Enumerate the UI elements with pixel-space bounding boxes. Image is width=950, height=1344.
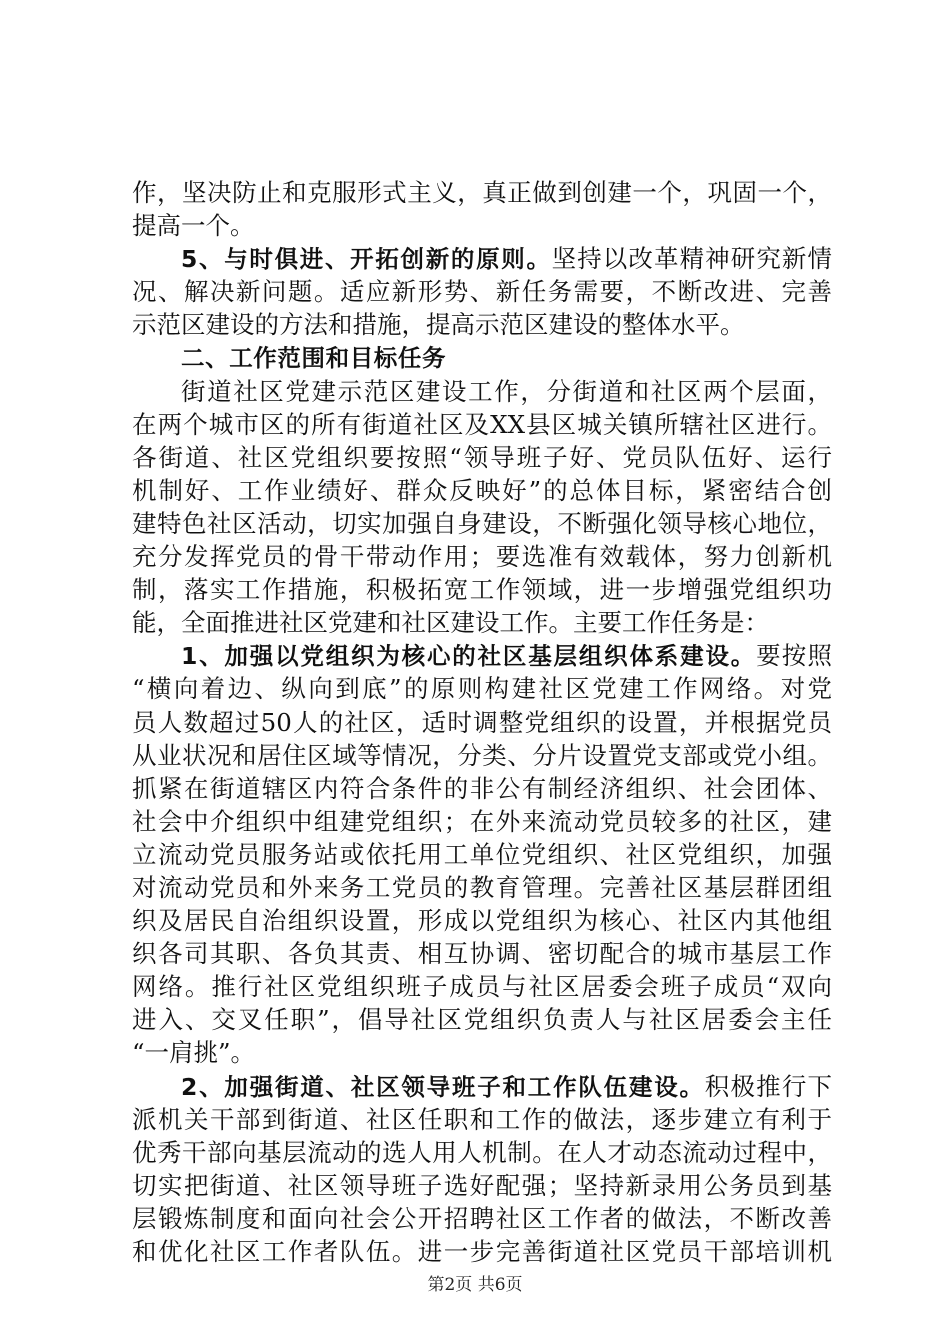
text-line (132, 1136, 832, 1169)
text-line (132, 904, 832, 937)
document-body (132, 176, 832, 1268)
text-line (132, 606, 832, 639)
line-text: 积极推行下 (704, 1071, 833, 1101)
bold-heading: 1、加强以党组织为核心的社区基层组织体系建设。 (181, 642, 757, 671)
line-text: 对流动党员和外来务工党员的教育管理。完善社区基层群团组 (132, 872, 832, 902)
text-line (132, 937, 832, 970)
bold-heading: 二、工作范围和目标任务 (181, 344, 447, 373)
line-text: 充分发挥党员的骨干带动作用；要选准有效载体，努力创新机 (132, 542, 832, 572)
text-line (132, 441, 832, 474)
text-line (132, 308, 832, 341)
text-line (132, 871, 832, 904)
text-line (132, 507, 832, 540)
text-line (132, 1103, 832, 1136)
line-text: 派机关干部到街道、社区任职和工作的做法，逐步建立有利于 (132, 1104, 832, 1134)
text-line (132, 408, 832, 441)
line-text: 况、解决新问题。适应新形势、新任务需要，不断改进、完善 (132, 277, 832, 307)
line-text: 织及居民自治组织设置，形成以党组织为核心、社区内其他组 (132, 906, 832, 936)
line-text: 和优化社区工作者队伍。进一步完善街道社区党员干部培训机 (132, 1237, 832, 1266)
text-line (132, 805, 832, 838)
line-text: 进入、交叉任职”，倡导社区党组织负责人与社区居委会主任 (132, 1005, 832, 1035)
text-line (132, 540, 832, 573)
line-text: 员人数超过50人的社区，适时调整党组织的设置，并根据党员 (132, 707, 832, 737)
line-text: 示范区建设的方法和措施，提高示范区建设的整体水平。 (132, 310, 745, 340)
line-text: 立流动党员服务站或依托用工单位党组织、社区党组织，加强 (132, 839, 832, 869)
line-text: 作，坚决防止和克服形式主义，真正做到创建一个，巩固一个， (132, 178, 832, 207)
line-text: 机制好、工作业绩好、群众反映好”的总体目标，紧密结合创 (132, 475, 832, 505)
line-text: 层锻炼制度和面向社会公开招聘社区工作者的做法，不断改善 (132, 1203, 832, 1233)
heading-line (132, 639, 832, 672)
heading-line (132, 1070, 832, 1103)
line-text: 各街道、社区党组织要按照“领导班子好、党员队伍好、运行 (132, 442, 832, 472)
text-line (132, 1235, 832, 1268)
text-line (132, 176, 832, 209)
text-line (132, 209, 832, 242)
text-line (132, 1003, 832, 1036)
line-text: 网络。推行社区党组织班子成员与社区居委会班子成员“双向 (132, 972, 832, 1002)
text-line (132, 1169, 832, 1202)
text-line (132, 474, 832, 507)
line-text: 在两个城市区的所有街道社区及XX县区城关镇所辖社区进行。 (132, 409, 832, 439)
text-line (132, 275, 832, 308)
line-text: 切实把街道、社区领导班子选好配强；坚持新录用公务员到基 (132, 1170, 832, 1200)
line-text: 能，全面推进社区党建和社区建设工作。主要工作任务是： (132, 608, 769, 638)
line-text: 优秀干部向基层流动的选人用人机制。在人才动态流动过程中， (132, 1137, 832, 1167)
text-line (132, 706, 832, 739)
line-text: 社会中介组织中组建党组织；在外来流动党员较多的社区，建 (132, 806, 832, 836)
line-text: 要按照 (756, 641, 833, 671)
text-line (132, 573, 832, 606)
line-text: 抓紧在街道辖区内符合条件的非公有制经济组织、社会团体、 (132, 773, 832, 803)
text-line (132, 739, 832, 772)
text-line (132, 772, 832, 805)
line-text: 建特色社区活动，切实加强自身建设，不断强化领导核心地位， (132, 508, 832, 538)
bold-heading: 2、加强街道、社区领导班子和工作队伍建设。 (181, 1072, 705, 1101)
line-text: 制，落实工作措施，积极拓宽工作领域，进一步增强党组织功 (132, 575, 832, 605)
text-line (132, 1202, 832, 1235)
line-text: “横向着边、纵向到底”的原则构建社区党建工作网络。对党 (132, 674, 832, 704)
line-text: “一肩挑”。 (132, 1038, 256, 1068)
line-text: 坚持以改革精神研究新情 (551, 244, 832, 274)
line-text: 提高一个。 (132, 211, 255, 241)
text-line (132, 838, 832, 871)
text-line (132, 970, 832, 1003)
heading-line (132, 242, 832, 275)
text-line (132, 1036, 832, 1069)
page-footer: 第2页 共6页 (427, 1275, 523, 1295)
bold-heading: 5、与时俱进、开拓创新的原则。 (181, 245, 552, 274)
line-text: 织各司其职、各负其责、相互协调、密切配合的城市基层工作 (132, 939, 832, 969)
line-text: 街道社区党建示范区建设工作，分街道和社区两个层面， (181, 376, 832, 406)
line-text: 从业状况和居住区域等情况，分类、分片设置党支部或党小组。 (132, 740, 832, 770)
text-line (132, 672, 832, 705)
text-line (132, 375, 832, 408)
heading-line (132, 341, 832, 374)
